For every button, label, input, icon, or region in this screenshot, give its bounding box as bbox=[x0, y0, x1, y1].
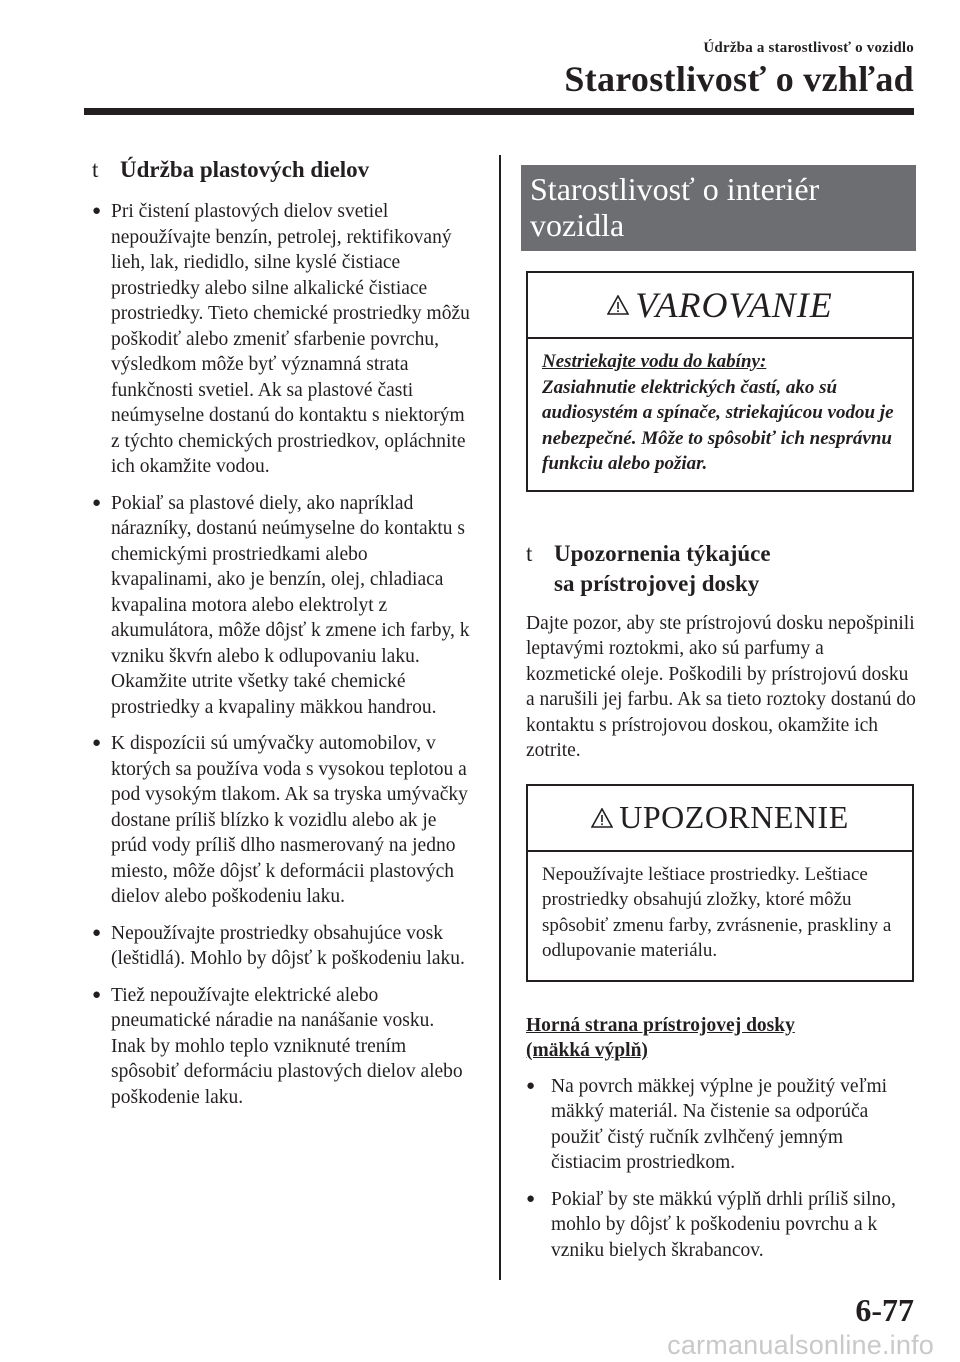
subheading-line1: Horná strana prístrojovej dosky bbox=[526, 1014, 795, 1036]
soft-pad-subheading bbox=[526, 1013, 916, 1064]
section-marker: t bbox=[526, 540, 533, 566]
dashboard-paragraph: Dajte pozor, aby ste prístrojovú dosku nepošpinili leptavými roztokmi, ako sú parfumy a kozmetické oleje. Poškodili by prístrojovú dosku a narušili jej farbu. Ak sa tieto roztoky dostanú do kontaktu s prístrojovou doskou, okamžite ich zotrite. bbox=[526, 612, 916, 761]
right-column bbox=[526, 165, 916, 1274]
plastic-care-list bbox=[92, 199, 472, 1110]
bullet-icon: ● bbox=[92, 735, 102, 751]
bullet-icon: ● bbox=[92, 986, 102, 1003]
warning-heading: Nestriekajte vodu do kabíny: bbox=[542, 351, 767, 372]
soft-pad-list bbox=[526, 1074, 916, 1264]
list-item-text: Pri čistení plastových dielov svetiel nepoužívajte benzín, petrolej, rektifikovaný lieh, lak, riedidlo, silne kyslé čistiace prostriedky alebo silne alkalické čistiace prostriedky. Tieto chemické prostriedky môžu poškodiť alebo zmeniť sfarbenie povrchu, výsledkom môže byť významná strata funkčnosti svetiel. Ak sa plastové časti neúmyselne dostanú do kontaktu s niektorým z týchto chemických prostriedkov, opláchnite ich okamžite vodou. bbox=[111, 201, 470, 477]
list-item bbox=[92, 199, 472, 480]
list-item bbox=[526, 1187, 916, 1264]
list-item bbox=[92, 921, 472, 972]
caution-label: UPOZORNENIE bbox=[619, 799, 849, 835]
header-rule bbox=[84, 108, 914, 115]
caution-triangle-icon bbox=[591, 808, 613, 828]
bullet-icon: ● bbox=[526, 1077, 536, 1094]
section-heading-dashboard bbox=[526, 539, 916, 599]
section-title-line1: Upozornenia týkajúce bbox=[554, 540, 771, 566]
list-item bbox=[526, 1074, 916, 1176]
bullet-icon: ● bbox=[92, 924, 102, 941]
caution-body: Nepoužívajte leštiace prostriedky. Leštiace prostriedky obsahujú zložky, ktoré môžu spôsobiť zmenu farby, zvrásnenie, praskliny a odlupovanie materiálu. bbox=[542, 863, 892, 961]
list-item bbox=[92, 983, 472, 1111]
watermark-text: carmanualsonline.info bbox=[667, 1330, 934, 1360]
section-heading-plastic-parts bbox=[92, 155, 472, 185]
chapter-subtitle: Údržba a starostlivosť o vozidlo bbox=[703, 40, 914, 56]
list-item-text: Tiež nepoužívajte elektrické alebo pneumatické náradie na nanášanie vosku. Inak by mohlo teplo vzniknuté trením spôsobiť deformáciu plastových dielov alebo poškodenie laku. bbox=[111, 984, 463, 1108]
bullet-icon: ● bbox=[526, 1190, 536, 1207]
caution-box bbox=[526, 784, 914, 982]
warning-box bbox=[526, 271, 914, 492]
bullet-icon: ● bbox=[92, 203, 102, 219]
page-number: 6-77 bbox=[855, 1292, 914, 1328]
page-title: Starostlivosť o vzhľad bbox=[564, 59, 914, 99]
list-item-text: Na povrch mäkkej výplne je použitý veľmi mäkký materiál. Na čistenie sa odporúča použiť čistý ručník zvlhčený jemným čistiacim prostriedkom. bbox=[551, 1075, 888, 1173]
section-title: Údržba plastových dielov bbox=[120, 157, 370, 182]
column-divider bbox=[499, 155, 501, 1280]
section-title-line2: sa prístrojovej dosky bbox=[554, 570, 760, 596]
list-item-text: Pokiaľ sa plastové diely, ako napríklad nárazníky, dostanú neúmyselne do kontaktu s chemickými prostriedkami alebo kvapalinami, ako je benzín, olej, chladiaca kvapalina motora alebo elektrolyt z akumulátora, môže dôjsť k zmene ich farby, k vzniku škvŕn alebo k odlupovaniu laku. Okamžite utrite všetky také chemické prostriedky a kvapaliny mäkkou handrou. bbox=[111, 492, 470, 718]
section-marker: t bbox=[92, 157, 99, 182]
bullet-icon: ● bbox=[92, 494, 102, 511]
list-item-text: K dispozícii sú umývačky automobilov, v ktorých sa používa voda s vysokou teplotou a pod vysokým tlakom. Ak sa tryska umývačky dostane príliš blízko k vozidlu alebo ak je prúd vody príliš dlho nasmerovaný na jedno miesto, môže dôjsť k deformácii plastových dielov alebo poškodeniu laku. bbox=[111, 733, 468, 907]
warning-label: VAROVANIE bbox=[635, 285, 833, 325]
subheading-line2: (mäkká výplň) bbox=[526, 1040, 648, 1061]
warning-triangle-icon bbox=[607, 295, 629, 315]
list-item-text: Nepoužívajte prostriedky obsahujúce vosk (leštidlá). Mohlo by dôjsť k poškodeniu laku. bbox=[111, 922, 465, 969]
list-item bbox=[92, 731, 472, 910]
list-item-text: Pokiaľ by ste mäkkú výplň drhli príliš silno, mohlo by dôjsť k poškodeniu povrchu a k vzniku bielych škrabancov. bbox=[551, 1188, 896, 1261]
interior-care-banner: Starostlivosť o interiér vozidla bbox=[521, 165, 916, 251]
warning-body bbox=[528, 339, 912, 490]
caution-header bbox=[528, 786, 912, 852]
list-item bbox=[92, 491, 472, 721]
left-column bbox=[92, 155, 472, 1121]
warning-header bbox=[528, 273, 912, 339]
section-title bbox=[554, 539, 916, 599]
warning-text: Zasiahnutie elektrických častí, ako sú audiosystém a spínače, striekajúcou vodou je nebezpečné. Môže to spôsobiť ich nesprávnu funkciu alebo požiar. bbox=[542, 376, 894, 474]
